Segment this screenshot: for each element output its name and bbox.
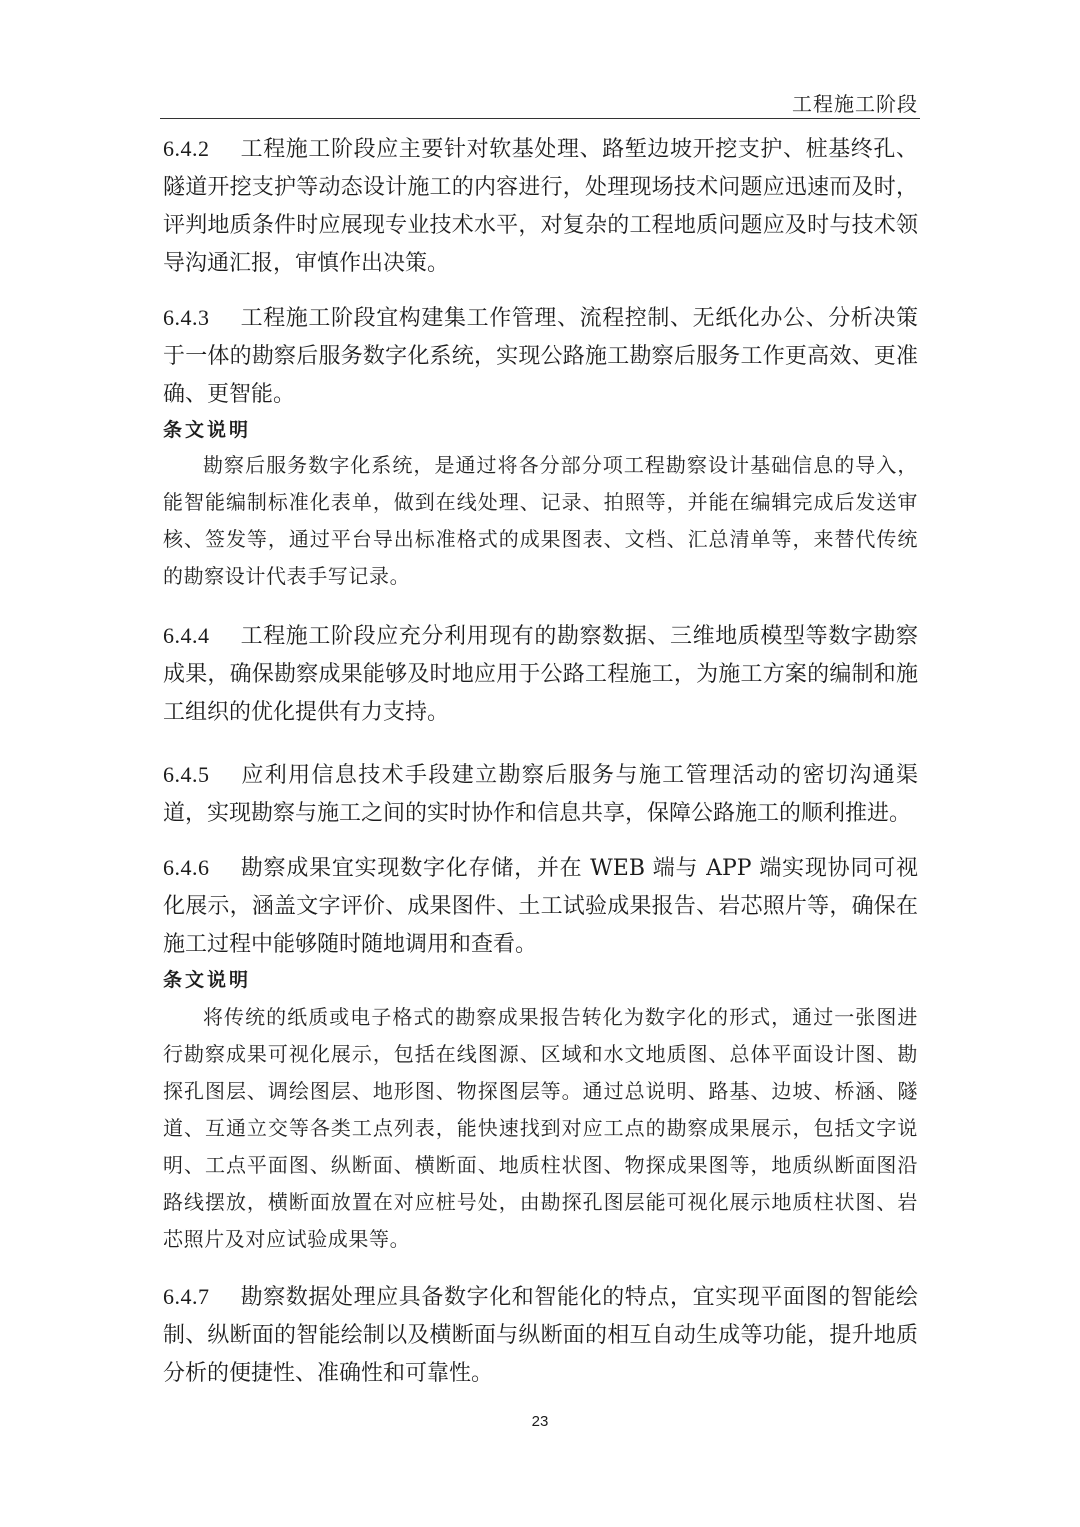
clause-number: 6.4.3 (163, 305, 210, 330)
clause-number: 6.4.5 (163, 762, 210, 787)
clause-6-4-6 (163, 849, 918, 964)
clause-text: 工程施工阶段应充分利用现有的勘察数据、三维地质模型等数字勘察成果，确保勘察成果能够及时地应用于公路工程施工，为施工方案的编制和施工组织的优化提供有力支持。 (163, 624, 918, 725)
clause-6-4-4 (163, 617, 918, 732)
clause-text: 工程施工阶段宜构建集工作管理、流程控制、无纸化办公、分析决策于一体的勘察后服务数字化系统，实现公路施工勘察后服务工作更高效、更准确、更智能。 (163, 306, 918, 407)
clause-text: 勘察数据处理应具备数字化和智能化的特点，宜实现平面图的智能绘制、纵断面的智能绘制以及横断面与纵断面的相互自动生成等功能，提升地质分析的便捷性、准确性和可靠性。 (163, 1285, 918, 1386)
header-rule (160, 118, 920, 119)
note-title-2: 条文说明 (163, 969, 252, 991)
note-title-1: 条文说明 (163, 419, 252, 441)
clause-6-4-7 (163, 1278, 918, 1393)
clause-number: 6.4.6 (163, 855, 210, 880)
clause-number: 6.4.4 (163, 623, 210, 648)
clause-text: 工程施工阶段应主要针对软基处理、路堑边坡开挖支护、桩基终孔、隧道开挖支护等动态设计施工的内容进行，处理现场技术问题应迅速而及时，评判地质条件时应展现专业技术水平，对复杂的工程地质问题应及时与技术领导沟通汇报，审慎作出决策。 (163, 137, 918, 276)
page-number: 23 (531, 1413, 549, 1430)
clause-text: 勘察成果宜实现数字化存储，并在 WEB 端与 APP 端实现协同可视化展示，涵盖文字评价、成果图件、土工试验成果报告、岩芯照片等，确保在施工过程中能够随时随地调用和查看。 (163, 856, 918, 957)
clause-6-4-3 (163, 299, 918, 414)
clause-6-4-5 (163, 756, 918, 833)
clause-number: 6.4.7 (163, 1284, 210, 1309)
note-body-1: 勘察后服务数字化系统，是通过将各分部分项工程勘察设计基础信息的导入，能智能编制标准化表单，做到在线处理、记录、拍照等，并能在编辑完成后发送审核、签发等，通过平台导出标准格式的成果图表、文档、汇总清单等，来替代传统的勘察设计代表手写记录。 (163, 453, 918, 588)
clause-number: 6.4.2 (163, 136, 210, 161)
clause-text: 应利用信息技术手段建立勘察后服务与施工管理活动的密切沟通渠道，实现勘察与施工之间的实时协作和信息共享，保障公路施工的顺利推进。 (163, 763, 918, 826)
note-body-2: 将传统的纸质或电子格式的勘察成果报告转化为数字化的形式，通过一张图进行勘察成果可视化展示，包括在线图源、区域和水文地质图、总体平面设计图、勘探孔图层、调绘图层、地形图、物探图层等。通过总说明、路基、边坡、桥涵、隧道、互通立交等各类工点列表，能快速找到对应工点的勘察成果展示，包括文字说明、工点平面图、纵断面、横断面、地质柱状图、物探成果图等，地质纵断面图沿路线摆放，横断面放置在对应桩号处，由勘探孔图层能可视化展示地质柱状图、岩芯照片及对应试验成果等。 (163, 1005, 918, 1251)
clause-6-4-2 (163, 130, 918, 283)
page-header-title: 工程施工阶段 (792, 92, 918, 116)
